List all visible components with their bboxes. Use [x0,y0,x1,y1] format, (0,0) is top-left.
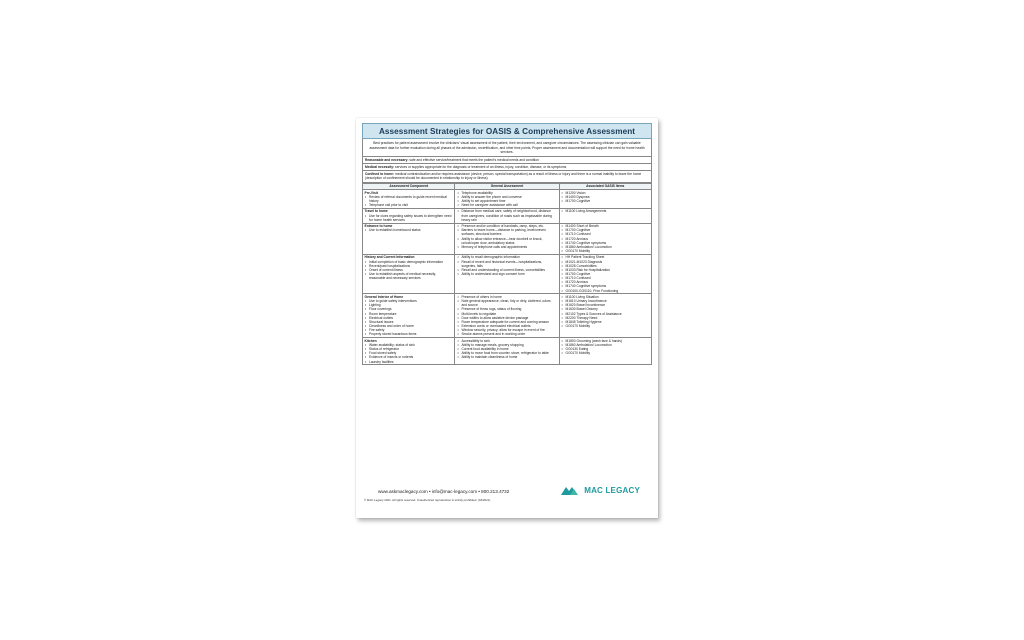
list-item: • HH Patient Tracking Sheet [561,255,650,259]
oasis-list [561,295,650,328]
list-item: • Use to guide safety interventions [365,299,453,303]
list-item: • M1700 Cognitive [561,272,650,276]
list-item: • Ability to understand and sign consent form [457,272,557,276]
list-item: • Memory of telephone calls and appointments [457,245,557,249]
oasis-items-cell [559,190,652,209]
list-item: • Accessibility to sink [457,339,557,343]
list-item: • M1630 Bowel Ostomy [561,307,650,311]
oasis-list [561,255,650,292]
list-item: • Window security, privacy; allow for escape in event of fire [457,328,557,332]
general-assessment-cell [455,223,559,254]
list-item: • Telephone availability [457,191,557,195]
document-page [356,118,658,518]
list-item: • Food stored safely [365,351,453,355]
list-item: • Properly stored hazardous items [365,332,453,336]
list-item: • Cleanliness and order of home [365,324,453,328]
definition-row [362,157,652,164]
list-item: • M1400 Short of Breath [561,224,650,228]
list-item: • Current food availability in home [457,347,557,351]
brand-logo [561,486,640,495]
list-item: • Recent/past hospitalizations [365,264,453,268]
definition-row [362,164,652,171]
general-list [457,339,557,360]
list-item: • Status of refrigerator [365,347,453,351]
section-title: General Interior of Home [364,294,404,299]
definition-row [362,171,652,183]
list-item: • M1860 Ambulation/ Locomotion [561,245,650,249]
general-assessment-cell [455,254,559,294]
oasis-items-cell [559,223,652,254]
list-item: • M1800 Grooming (wash face & hands) [561,339,650,343]
intro-paragraph: Best practices for patient assessment involve the clinicians' visual assessment of the patient, their environment, and caregiver circumstances. The assessing clinician can gain valuable assessment data for further evaluation during all phases of the admission, recertification, and other time points. Proper assessment and documentation will support the need for home health services. [362,139,652,157]
column-header: Associated OASIS Items [559,183,652,189]
list-item: • M1400 Dyspnea [561,195,650,199]
table-row [363,223,652,254]
oasis-items-cell [559,294,652,338]
list-item: • M1845 Toileting Hygiene [561,320,650,324]
list-item: • Presence of throw rugs, status of flooring [457,307,557,311]
list-item: • Distance from medical care, safety of neighborhood, distance from caregivers, condition of roads such as impassable during heavy rain [457,209,557,221]
list-item: • GG0100-GG0110- Prior Functioning [561,289,650,293]
oasis-items-cell [559,208,652,223]
general-assessment-cell [455,338,559,365]
list-item: • Initial completion of basic demographic information [365,260,453,264]
column-header: Assessment Component [363,183,455,189]
list-item: • Evidence of insects or rodents [365,355,453,359]
list-item: • Laundry facilities [365,360,453,364]
list-item: • Telephone call prior to visit [365,203,453,207]
list-item: • Barriers to leave home—distance to parking, level/uneven surfaces, structural barriers [457,228,557,236]
component-list [365,260,453,281]
assessment-table [362,183,652,366]
list-item: • M1610 Urinary Incontinence [561,299,650,303]
list-item: • GG0170 Mobility [561,351,650,355]
list-item: • Ability to allow visitor entrance—hear doorbell or knock, unlock/open door, ambulatory status [457,237,557,245]
section-title: Entrance to home [364,224,393,229]
list-item: • M1710 Confused [561,232,650,236]
list-item: • Ability to answer the phone and converse [457,195,557,199]
list-item: • Extension cords or overloaded electrical outlets [457,324,557,328]
list-item: • Use to establish aspects of medical necessity, reasonable and necessary services [365,272,453,280]
list-item: • Smoke alarms present and in working order [457,332,557,336]
copyright-notice: © MAC Legacy 2021. All rights reserved. Unauthorized reproduction is strictly prohibited. (04/2021) [364,498,491,502]
list-item: • Ability to set appointment time [457,199,557,203]
list-item: • Ability to manage meals, grocery shopping [457,343,557,347]
oasis-list [561,191,650,203]
list-item: • M1740 Cognitive symptoms [561,241,650,245]
component-list [365,299,453,336]
list-item: • Presence of others in home [457,295,557,299]
definition-text: safe and effective service/treatment that meets the patient's medical needs and condition [408,157,539,162]
table-row [363,190,652,209]
brand-name: MAC LEGACY [584,486,640,495]
component-cell [363,338,455,365]
list-item: • Use to establish homebound status [365,228,453,232]
list-item: • M1028 Comorbidities [561,264,650,268]
definition-term: Reasonable and necessary: [365,157,409,162]
section-title: Pre-Visit [364,190,378,195]
list-item: • Electrical outlets [365,316,453,320]
list-item: • Recall of recent and historical events—hospitalizations, surgeries, falls [457,260,557,268]
list-item: • M2102 Types & Sources of Assistance [561,312,650,316]
component-list [365,228,453,232]
list-item: • M1720 Anxious [561,237,650,241]
contact-info: www.askmaclegacy.com • info@mac-legacy.com • 800.213.4732 [378,489,510,494]
list-item: • Room temperature [365,312,453,316]
list-item: • Need for caregiver assistance with call [457,203,557,207]
list-item: • M1200 Vision [561,191,650,195]
list-item: • Multi-levels to negotiate [457,312,557,316]
definition-term: Confined to home: [365,172,395,177]
list-item: • Fire safety [365,328,453,332]
mountain-logo-icon [561,486,581,495]
list-item: • Door widths to allow assistive device passage [457,316,557,320]
general-list [457,209,557,221]
general-assessment-cell [455,294,559,338]
list-item: • M1100 Living Situation [561,295,650,299]
table-row [363,208,652,223]
list-item: • M1720 Anxious [561,280,650,284]
component-cell [363,208,455,223]
definitions-block [362,157,652,183]
component-cell [363,254,455,294]
definition-text: medical contraindication and/or requires assistance (device, person, special transportation) as a result of illness or injury and there is a normal inability to leave the home (description of confinement should be documented in relationship to injury or illness) [365,172,642,181]
general-assessment-cell [455,208,559,223]
table-row [363,254,652,294]
list-item: • M1710 Confused [561,276,650,280]
list-item: • Review of referral documents to guide recent medical history [365,195,453,203]
list-item: • Ability to maintain cleanliness of home [457,355,557,359]
oasis-items-cell [559,254,652,294]
component-cell [363,294,455,338]
section-title: Travel to home [364,209,388,214]
list-item: • M1033 Risk for Hospitalization [561,268,650,272]
oasis-list [561,209,650,213]
list-item: • M1700 Cognitive [561,199,650,203]
list-item: • Recall and understanding of current illness, comorbidities [457,268,557,272]
list-item: • Ability to recall demographic information [457,255,557,259]
component-list [365,343,453,364]
list-item: • M1860 Ambulation/ Locomotion [561,343,650,347]
list-item: • M1100 Living Arrangements [561,209,650,213]
general-list [457,191,557,208]
section-title: History and Current Information [364,255,415,260]
definition-text: services or supplies appropriate for the diagnosis or treatment of an illness, injury, condition, disease, or its symptoms [394,164,567,169]
list-item: • GG0170 Mobility [561,249,650,253]
oasis-list [561,224,650,253]
list-item: • Use for clues regarding safety issues to strengthen need for home health services [365,214,453,222]
general-list [457,224,557,249]
list-item: • M2200 Therapy Need [561,316,650,320]
column-header: General Assessment [455,183,559,189]
list-item: • Onset of current illness [365,268,453,272]
list-item: • M1620 Bowel Incontinence [561,303,650,307]
list-item: • GG0170 Mobility [561,324,650,328]
list-item: • M1021-M1023 Diagnosis [561,260,650,264]
general-list [457,255,557,276]
list-item: • M1700 Cognitive [561,228,650,232]
document-title: Assessment Strategies for OASIS & Comprehensive Assessment [362,123,652,139]
general-list [457,295,557,337]
component-cell [363,190,455,209]
table-row [363,294,652,338]
list-item: • Room temperature adequate for current and coming season [457,320,557,324]
list-item: • Note general appearance, clean, tidy or dirty, cluttered, odors and source [457,299,557,307]
list-item: • GG0130 Eating [561,347,650,351]
definition-term: Medical necessity: [365,164,395,169]
list-item: • Structural issues [365,320,453,324]
list-item: • Lighting [365,303,453,307]
list-item: • Ability to move food from counter, stove, refrigerator to table [457,351,557,355]
list-item: • M1740 Cognitive symptoms [561,284,650,288]
component-list [365,214,453,222]
general-assessment-cell [455,190,559,209]
table-row [363,338,652,365]
component-list [365,195,453,207]
oasis-items-cell [559,338,652,365]
section-title: Kitchen [364,338,377,343]
list-item: • Water availability; status of sink [365,343,453,347]
list-item: • Presence and/or condition of handrails, ramp, steps, etc. [457,224,557,228]
list-item: • Floor coverings [365,307,453,311]
component-cell [363,223,455,254]
oasis-list [561,339,650,356]
